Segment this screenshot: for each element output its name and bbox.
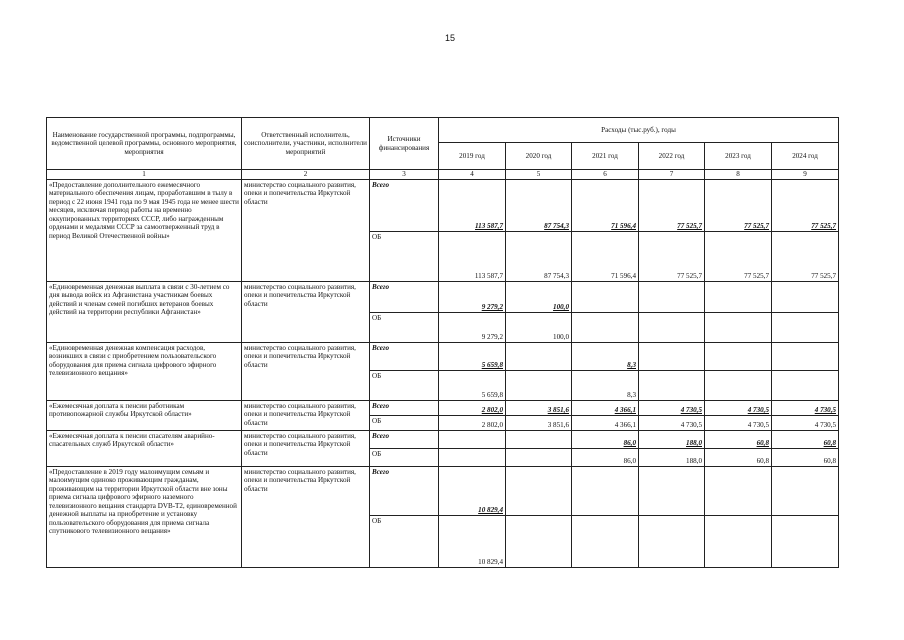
header-expenses: Расходы (тыс.руб.), годы — [439, 118, 839, 143]
ob-value — [439, 448, 506, 466]
ob-value: 113 587,7 — [439, 231, 506, 281]
header-year: 2024 год — [772, 143, 839, 170]
source-ob-label: ОБ — [370, 415, 439, 430]
budget-table — [46, 117, 839, 568]
ob-value: 4 366,1 — [572, 415, 639, 430]
program-executor: министерство социального развития, опеки и попечительства Иркутской области — [242, 179, 370, 281]
ob-value: 77 525,7 — [705, 231, 772, 281]
total-value: 87 754,3 — [506, 179, 572, 231]
program-executor: министерство социального развития, опеки и попечительства Иркутской области — [242, 400, 370, 430]
header-name: Наименование государственной программы, подпрограммы, ведомственной целевой программы, основного мероприятия, мероприятия — [47, 118, 242, 170]
ob-value — [506, 370, 572, 400]
header-row — [47, 118, 839, 143]
total-value: 60,8 — [705, 430, 772, 448]
page-number: 15 — [445, 33, 456, 43]
total-value: 77 525,7 — [705, 179, 772, 231]
source-ob-label: ОБ — [370, 370, 439, 400]
total-value — [572, 466, 639, 515]
ob-value: 60,8 — [705, 448, 772, 466]
total-value — [639, 281, 705, 312]
total-value: 71 596,4 — [572, 179, 639, 231]
total-value: 8,3 — [572, 342, 639, 370]
ob-value: 3 851,6 — [506, 415, 572, 430]
total-value: 3 851,6 — [506, 400, 572, 415]
total-value — [572, 281, 639, 312]
program-name: «Единовременная денежная компенсация расходов, возникших в связи с приобретением пользовательского оборудования для приема сигнала цифрового эфирного телевизионного вещания» — [47, 342, 242, 400]
source-total-label: Всего — [370, 400, 439, 415]
ob-value: 4 730,5 — [772, 415, 839, 430]
ob-value: 60,8 — [772, 448, 839, 466]
source-total-label: Всего — [370, 179, 439, 231]
index-cell: 1 — [47, 170, 242, 180]
index-cell: 5 — [506, 170, 572, 180]
ob-value: 5 659,8 — [439, 370, 506, 400]
header-year: 2023 год — [705, 143, 772, 170]
ob-value: 4 730,5 — [639, 415, 705, 430]
source-total-label: Всего — [370, 281, 439, 312]
ob-value: 8,3 — [572, 370, 639, 400]
total-value — [506, 430, 572, 448]
header-year: 2022 год — [639, 143, 705, 170]
index-cell: 7 — [639, 170, 705, 180]
ob-value — [705, 370, 772, 400]
program-row-total — [47, 179, 839, 231]
ob-value — [772, 515, 839, 567]
index-cell: 2 — [242, 170, 370, 180]
program-name: «Единовременная денежная выплата в связи с 30-летием со дня вывода войск из Афганистана участникам боевых действий и членам семей погибших ветеранов боевых действий на территории республики Афганистан» — [47, 281, 242, 342]
program-row-total — [47, 400, 839, 415]
total-value — [639, 342, 705, 370]
total-value: 86,0 — [572, 430, 639, 448]
ob-value: 10 829,4 — [439, 515, 506, 567]
total-value: 113 587,7 — [439, 179, 506, 231]
total-value: 100,0 — [506, 281, 572, 312]
program-executor: министерство социального развития, опеки и попечительства Иркутской области — [242, 430, 370, 466]
ob-value — [705, 515, 772, 567]
header-source: Источники финансирования — [370, 118, 439, 170]
source-total-label: Всего — [370, 466, 439, 515]
source-total-label: Всего — [370, 430, 439, 448]
ob-value — [772, 312, 839, 342]
ob-value: 77 525,7 — [639, 231, 705, 281]
index-cell: 9 — [772, 170, 839, 180]
total-value: 77 525,7 — [772, 179, 839, 231]
total-value: 9 279,2 — [439, 281, 506, 312]
program-row-total — [47, 342, 839, 370]
ob-value — [705, 312, 772, 342]
ob-value — [506, 448, 572, 466]
total-value — [705, 466, 772, 515]
index-cell: 4 — [439, 170, 506, 180]
ob-value: 188,0 — [639, 448, 705, 466]
ob-value: 100,0 — [506, 312, 572, 342]
total-value — [772, 342, 839, 370]
program-row-total — [47, 430, 839, 448]
total-value — [506, 342, 572, 370]
ob-value: 86,0 — [572, 448, 639, 466]
total-value — [772, 466, 839, 515]
total-value: 4 730,5 — [772, 400, 839, 415]
program-name: «Ежемесячная доплата к пенсии работникам противопожарной службы Иркутской области» — [47, 400, 242, 430]
total-value: 2 802,0 — [439, 400, 506, 415]
source-ob-label: ОБ — [370, 231, 439, 281]
total-value: 60,8 — [772, 430, 839, 448]
ob-value — [772, 370, 839, 400]
total-value: 4 366,1 — [572, 400, 639, 415]
ob-value: 9 279,2 — [439, 312, 506, 342]
index-row — [47, 170, 839, 180]
ob-value: 71 596,4 — [572, 231, 639, 281]
ob-value — [639, 515, 705, 567]
total-value: 5 659,8 — [439, 342, 506, 370]
program-row-total — [47, 466, 839, 515]
ob-value — [572, 312, 639, 342]
index-cell: 8 — [705, 170, 772, 180]
source-total-label: Всего — [370, 342, 439, 370]
header-executor: Ответственный исполнитель, соисполнители, участники, исполнители мероприятий — [242, 118, 370, 170]
total-value: 10 829,4 — [439, 466, 506, 515]
program-name: «Предоставление дополнительного ежемесячного материального обеспечения лицам, проработавшим в тылу в период с 22 июня 1941 года по 9 мая 1945 года не менее шести месяцев, исключая период работы на временно оккупированных территориях СССР, либо награжденным орденами и медалями СССР за самоотверженный труд в период Великой Отечественной войны» — [47, 179, 242, 281]
ob-value — [639, 370, 705, 400]
index-cell: 6 — [572, 170, 639, 180]
total-value — [439, 430, 506, 448]
program-name: «Ежемесячная доплата к пенсии спасателям аварийно-спасательных служб Иркутской области» — [47, 430, 242, 466]
program-name: «Предоставление в 2019 году малоимущим семьям и малоимущим одиноко проживающим гражданам, проживающим на территории Иркутской области вне зоны приема сигнала цифрового эфирного наземного телевизионного вещания стандарта DVB-T2, единовременной денежной выплаты на приобретение и установку пользовательского оборудования для приема сигнала спутникового телевизионного вещания» — [47, 466, 242, 567]
header-year: 2020 год — [506, 143, 572, 170]
ob-value — [639, 312, 705, 342]
program-executor: министерство социального развития, опеки и попечительства Иркутской области — [242, 466, 370, 567]
header-year: 2021 год — [572, 143, 639, 170]
total-value: 4 730,5 — [705, 400, 772, 415]
total-value: 4 730,5 — [639, 400, 705, 415]
total-value — [639, 466, 705, 515]
total-value — [705, 281, 772, 312]
ob-value — [572, 515, 639, 567]
ob-value: 87 754,3 — [506, 231, 572, 281]
program-row-total — [47, 281, 839, 312]
index-cell: 3 — [370, 170, 439, 180]
source-ob-label: ОБ — [370, 448, 439, 466]
program-executor: министерство социального развития, опеки и попечительства Иркутской области — [242, 281, 370, 342]
total-value: 77 525,7 — [639, 179, 705, 231]
source-ob-label: ОБ — [370, 515, 439, 567]
ob-value: 77 525,7 — [772, 231, 839, 281]
total-value — [506, 466, 572, 515]
ob-value: 2 802,0 — [439, 415, 506, 430]
total-value — [705, 342, 772, 370]
source-ob-label: ОБ — [370, 312, 439, 342]
program-executor: министерство социального развития, опеки и попечительства Иркутской области — [242, 342, 370, 400]
ob-value — [506, 515, 572, 567]
ob-value: 4 730,5 — [705, 415, 772, 430]
total-value: 188,0 — [639, 430, 705, 448]
header-year: 2019 год — [439, 143, 506, 170]
total-value — [772, 281, 839, 312]
